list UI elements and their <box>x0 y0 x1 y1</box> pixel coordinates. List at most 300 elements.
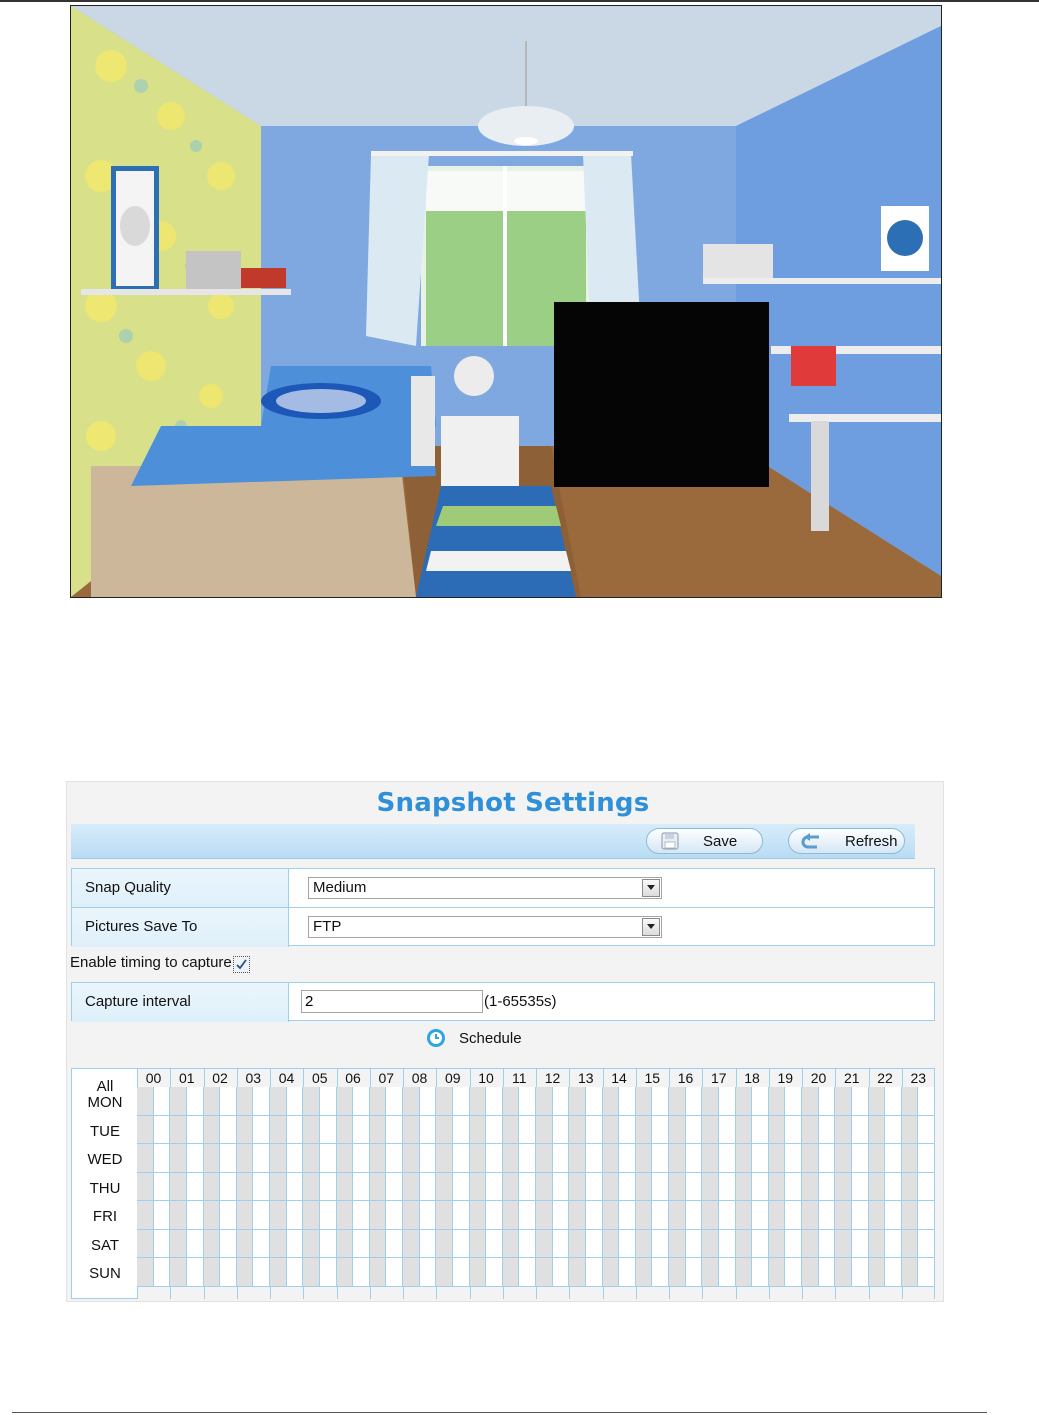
schedule-cell[interactable] <box>436 1258 453 1287</box>
hour-label-17[interactable]: 17 <box>710 1070 727 1086</box>
schedule-cell[interactable] <box>420 1230 437 1259</box>
schedule-cell[interactable] <box>686 1087 703 1116</box>
schedule-cell[interactable] <box>852 1201 869 1230</box>
schedule-cell[interactable] <box>619 1173 636 1202</box>
schedule-cell[interactable] <box>470 1144 487 1173</box>
schedule-cell[interactable] <box>137 1144 154 1173</box>
schedule-cell[interactable] <box>603 1116 620 1145</box>
schedule-cell[interactable] <box>386 1144 403 1173</box>
snap-quality-select[interactable] <box>308 877 662 899</box>
hour-label-09[interactable]: 09 <box>444 1070 461 1086</box>
schedule-cell[interactable] <box>769 1230 786 1259</box>
schedule-cell[interactable] <box>885 1258 902 1287</box>
schedule-cell[interactable] <box>187 1258 204 1287</box>
schedule-cell[interactable] <box>852 1258 869 1287</box>
schedule-cell[interactable] <box>603 1258 620 1287</box>
hour-label-19[interactable]: 19 <box>777 1070 794 1086</box>
schedule-cell[interactable] <box>802 1144 819 1173</box>
schedule-cell[interactable] <box>669 1173 686 1202</box>
schedule-cell[interactable] <box>420 1201 437 1230</box>
schedule-cell[interactable] <box>902 1173 919 1202</box>
schedule-cell[interactable] <box>553 1201 570 1230</box>
day-label-sat[interactable]: SAT <box>90 1236 120 1254</box>
schedule-cell[interactable] <box>220 1230 237 1259</box>
schedule-cell[interactable] <box>154 1087 171 1116</box>
schedule-cell[interactable] <box>253 1201 270 1230</box>
schedule-cell[interactable] <box>686 1116 703 1145</box>
schedule-cell[interactable] <box>885 1201 902 1230</box>
schedule-cell[interactable] <box>619 1116 636 1145</box>
schedule-cell[interactable] <box>420 1116 437 1145</box>
schedule-cell[interactable] <box>320 1258 337 1287</box>
schedule-cell[interactable] <box>154 1144 171 1173</box>
schedule-cell[interactable] <box>785 1230 802 1259</box>
schedule-cell[interactable] <box>586 1258 603 1287</box>
hour-label-20[interactable]: 20 <box>810 1070 827 1086</box>
hour-label-08[interactable]: 08 <box>411 1070 428 1086</box>
schedule-cell[interactable] <box>303 1173 320 1202</box>
schedule-cell[interactable] <box>436 1173 453 1202</box>
schedule-cell[interactable] <box>603 1201 620 1230</box>
schedule-cell[interactable] <box>636 1144 653 1173</box>
schedule-cell[interactable] <box>652 1230 669 1259</box>
schedule-cell[interactable] <box>802 1173 819 1202</box>
schedule-cell[interactable] <box>586 1201 603 1230</box>
schedule-cell[interactable] <box>719 1173 736 1202</box>
schedule-cell[interactable] <box>436 1144 453 1173</box>
schedule-cell[interactable] <box>785 1258 802 1287</box>
schedule-cell[interactable] <box>204 1173 221 1202</box>
schedule-cell[interactable] <box>320 1116 337 1145</box>
schedule-cell[interactable] <box>353 1173 370 1202</box>
schedule-cell[interactable] <box>586 1230 603 1259</box>
schedule-cell[interactable] <box>669 1258 686 1287</box>
capture-interval-input[interactable]: 2 <box>301 990 483 1013</box>
schedule-cell[interactable] <box>370 1258 387 1287</box>
schedule-cell[interactable] <box>337 1144 354 1173</box>
schedule-cell[interactable] <box>270 1258 287 1287</box>
schedule-cell[interactable] <box>519 1173 536 1202</box>
schedule-cell[interactable] <box>320 1087 337 1116</box>
schedule-cell[interactable] <box>137 1116 154 1145</box>
schedule-cell[interactable] <box>453 1087 470 1116</box>
schedule-cell[interactable] <box>586 1144 603 1173</box>
schedule-cell[interactable] <box>702 1173 719 1202</box>
schedule-cell[interactable] <box>869 1258 886 1287</box>
schedule-cell[interactable] <box>137 1258 154 1287</box>
schedule-cell[interactable] <box>536 1087 553 1116</box>
schedule-cell[interactable] <box>287 1258 304 1287</box>
schedule-cell[interactable] <box>553 1144 570 1173</box>
schedule-cell[interactable] <box>137 1087 154 1116</box>
schedule-cell[interactable] <box>337 1173 354 1202</box>
schedule-cell[interactable] <box>337 1116 354 1145</box>
schedule-cell[interactable] <box>270 1116 287 1145</box>
schedule-cell[interactable] <box>486 1116 503 1145</box>
enable-timing-checkbox[interactable] <box>233 956 250 973</box>
schedule-cell[interactable] <box>403 1144 420 1173</box>
schedule-cell[interactable] <box>503 1258 520 1287</box>
schedule-cell[interactable] <box>802 1116 819 1145</box>
schedule-cell[interactable] <box>453 1116 470 1145</box>
schedule-cell[interactable] <box>752 1087 769 1116</box>
schedule-cell[interactable] <box>270 1144 287 1173</box>
schedule-cell[interactable] <box>270 1087 287 1116</box>
schedule-cell[interactable] <box>869 1173 886 1202</box>
schedule-cell[interactable] <box>486 1201 503 1230</box>
schedule-cell[interactable] <box>503 1087 520 1116</box>
schedule-cell[interactable] <box>386 1087 403 1116</box>
schedule-cell[interactable] <box>669 1087 686 1116</box>
schedule-cell[interactable] <box>337 1087 354 1116</box>
schedule-cell[interactable] <box>154 1116 171 1145</box>
schedule-cell[interactable] <box>918 1144 935 1173</box>
hour-label-03[interactable]: 03 <box>245 1070 262 1086</box>
schedule-cell[interactable] <box>170 1087 187 1116</box>
schedule-cell[interactable] <box>287 1087 304 1116</box>
schedule-cell[interactable] <box>137 1173 154 1202</box>
schedule-cell[interactable] <box>669 1201 686 1230</box>
hour-label-07[interactable]: 07 <box>378 1070 395 1086</box>
schedule-cell[interactable] <box>702 1258 719 1287</box>
day-label-mon[interactable]: MON <box>87 1094 123 1111</box>
schedule-cell[interactable] <box>769 1144 786 1173</box>
schedule-cell[interactable] <box>636 1087 653 1116</box>
schedule-cell[interactable] <box>636 1173 653 1202</box>
schedule-cell[interactable] <box>885 1087 902 1116</box>
schedule-cell[interactable] <box>353 1087 370 1116</box>
hour-label-02[interactable]: 02 <box>212 1070 228 1086</box>
schedule-cell[interactable] <box>686 1201 703 1230</box>
schedule-cell[interactable] <box>303 1258 320 1287</box>
schedule-cell[interactable] <box>769 1258 786 1287</box>
hour-label-18[interactable]: 18 <box>744 1070 760 1086</box>
schedule-cell[interactable] <box>436 1201 453 1230</box>
schedule-cell[interactable] <box>686 1230 703 1259</box>
schedule-cell[interactable] <box>819 1258 836 1287</box>
schedule-cell[interactable] <box>470 1201 487 1230</box>
schedule-cell[interactable] <box>569 1230 586 1259</box>
schedule-cell[interactable] <box>569 1258 586 1287</box>
schedule-cell[interactable] <box>270 1230 287 1259</box>
schedule-cell[interactable] <box>436 1116 453 1145</box>
schedule-cell[interactable] <box>769 1087 786 1116</box>
schedule-cell[interactable] <box>170 1230 187 1259</box>
schedule-cell[interactable] <box>918 1116 935 1145</box>
schedule-cell[interactable] <box>253 1144 270 1173</box>
schedule-cell[interactable] <box>902 1258 919 1287</box>
schedule-cell[interactable] <box>686 1173 703 1202</box>
schedule-cell[interactable] <box>902 1201 919 1230</box>
schedule-cell[interactable] <box>719 1144 736 1173</box>
schedule-cell[interactable] <box>486 1173 503 1202</box>
schedule-cell[interactable] <box>553 1116 570 1145</box>
schedule-cell[interactable] <box>785 1201 802 1230</box>
schedule-cell[interactable] <box>719 1230 736 1259</box>
schedule-cell[interactable] <box>337 1201 354 1230</box>
schedule-cell[interactable] <box>702 1201 719 1230</box>
schedule-cell[interactable] <box>519 1230 536 1259</box>
schedule-cell[interactable] <box>470 1173 487 1202</box>
schedule-cell[interactable] <box>420 1144 437 1173</box>
schedule-cell[interactable] <box>752 1201 769 1230</box>
schedule-cell[interactable] <box>436 1230 453 1259</box>
schedule-cell[interactable] <box>902 1116 919 1145</box>
schedule-cell[interactable] <box>204 1144 221 1173</box>
schedule-cell[interactable] <box>752 1116 769 1145</box>
schedule-cell[interactable] <box>536 1258 553 1287</box>
schedule-cell[interactable] <box>652 1173 669 1202</box>
schedule-cell[interactable] <box>785 1173 802 1202</box>
hour-label-12[interactable]: 12 <box>544 1070 561 1086</box>
schedule-cell[interactable] <box>503 1116 520 1145</box>
schedule-cell[interactable] <box>603 1230 620 1259</box>
schedule-cell[interactable] <box>154 1201 171 1230</box>
schedule-cell[interactable] <box>170 1258 187 1287</box>
schedule-cell[interactable] <box>503 1173 520 1202</box>
day-label-sun[interactable]: SUN <box>89 1265 121 1282</box>
day-label-fri[interactable]: FRI <box>92 1208 118 1225</box>
schedule-cell[interactable] <box>237 1173 254 1202</box>
schedule-cell[interactable] <box>835 1087 852 1116</box>
schedule-cell[interactable] <box>353 1116 370 1145</box>
schedule-cell[interactable] <box>902 1087 919 1116</box>
schedule-cell[interactable] <box>287 1230 304 1259</box>
schedule-cell[interactable] <box>237 1201 254 1230</box>
schedule-cell[interactable] <box>586 1087 603 1116</box>
schedule-cell[interactable] <box>885 1173 902 1202</box>
schedule-cell[interactable] <box>835 1173 852 1202</box>
schedule-cell[interactable] <box>303 1230 320 1259</box>
refresh-button[interactable] <box>788 828 905 854</box>
schedule-cell[interactable] <box>569 1116 586 1145</box>
schedule-cell[interactable] <box>669 1230 686 1259</box>
schedule-cell[interactable] <box>403 1201 420 1230</box>
schedule-cell[interactable] <box>769 1173 786 1202</box>
schedule-cell[interactable] <box>519 1087 536 1116</box>
schedule-cell[interactable] <box>603 1173 620 1202</box>
schedule-cell[interactable] <box>553 1258 570 1287</box>
schedule-cell[interactable] <box>852 1116 869 1145</box>
schedule-cell[interactable] <box>320 1173 337 1202</box>
schedule-cell[interactable] <box>453 1144 470 1173</box>
schedule-cell[interactable] <box>220 1144 237 1173</box>
schedule-cell[interactable] <box>403 1173 420 1202</box>
schedule-cell[interactable] <box>785 1144 802 1173</box>
schedule-cell[interactable] <box>736 1173 753 1202</box>
hour-label-10[interactable]: 10 <box>478 1070 494 1086</box>
schedule-cell[interactable] <box>386 1201 403 1230</box>
schedule-cell[interactable] <box>386 1173 403 1202</box>
schedule-cell[interactable] <box>902 1144 919 1173</box>
schedule-cell[interactable] <box>736 1144 753 1173</box>
schedule-cell[interactable] <box>453 1230 470 1259</box>
schedule-cell[interactable] <box>852 1087 869 1116</box>
schedule-cell[interactable] <box>287 1116 304 1145</box>
schedule-cell[interactable] <box>320 1230 337 1259</box>
schedule-cell[interactable] <box>170 1116 187 1145</box>
schedule-cell[interactable] <box>835 1144 852 1173</box>
schedule-cell[interactable] <box>586 1116 603 1145</box>
hour-label-22[interactable]: 22 <box>877 1070 893 1086</box>
schedule-cell[interactable] <box>852 1173 869 1202</box>
schedule-cell[interactable] <box>553 1230 570 1259</box>
schedule-cell[interactable] <box>154 1173 171 1202</box>
schedule-cell[interactable] <box>370 1173 387 1202</box>
schedule-cell[interactable] <box>220 1087 237 1116</box>
hour-label-13[interactable]: 13 <box>577 1070 594 1086</box>
schedule-cell[interactable] <box>918 1230 935 1259</box>
chevron-down-icon[interactable] <box>642 879 660 897</box>
schedule-cell[interactable] <box>253 1173 270 1202</box>
schedule-cell[interactable] <box>237 1144 254 1173</box>
schedule-cell[interactable] <box>702 1087 719 1116</box>
schedule-cell[interactable] <box>835 1116 852 1145</box>
schedule-cell[interactable] <box>170 1173 187 1202</box>
hour-label-04[interactable]: 04 <box>278 1070 295 1086</box>
schedule-cell[interactable] <box>253 1230 270 1259</box>
schedule-cell[interactable] <box>719 1116 736 1145</box>
schedule-cell[interactable] <box>253 1258 270 1287</box>
hour-label-21[interactable]: 21 <box>843 1070 860 1086</box>
hour-label-06[interactable]: 06 <box>345 1070 361 1086</box>
hour-label-15[interactable]: 15 <box>644 1070 661 1086</box>
schedule-cell[interactable] <box>702 1116 719 1145</box>
schedule-cell[interactable] <box>386 1230 403 1259</box>
schedule-cell[interactable] <box>453 1173 470 1202</box>
schedule-cell[interactable] <box>536 1201 553 1230</box>
schedule-cell[interactable] <box>819 1201 836 1230</box>
schedule-cell[interactable] <box>204 1258 221 1287</box>
schedule-cell[interactable] <box>785 1087 802 1116</box>
schedule-cell[interactable] <box>918 1087 935 1116</box>
schedule-cell[interactable] <box>586 1173 603 1202</box>
schedule-cell[interactable] <box>470 1116 487 1145</box>
schedule-cell[interactable] <box>303 1201 320 1230</box>
hour-label-11[interactable]: 11 <box>511 1070 527 1086</box>
schedule-cell[interactable] <box>436 1087 453 1116</box>
schedule-cell[interactable] <box>420 1087 437 1116</box>
schedule-cell[interactable] <box>852 1230 869 1259</box>
schedule-cell[interactable] <box>420 1173 437 1202</box>
schedule-cell[interactable] <box>719 1258 736 1287</box>
schedule-cell[interactable] <box>470 1230 487 1259</box>
schedule-cell[interactable] <box>453 1201 470 1230</box>
schedule-cell[interactable] <box>303 1087 320 1116</box>
schedule-cell[interactable] <box>370 1087 387 1116</box>
schedule-cell[interactable] <box>702 1144 719 1173</box>
schedule-cell[interactable] <box>918 1201 935 1230</box>
hour-label-14[interactable]: 14 <box>611 1070 627 1086</box>
schedule-cell[interactable] <box>603 1144 620 1173</box>
schedule-cell[interactable] <box>519 1201 536 1230</box>
schedule-cell[interactable] <box>752 1144 769 1173</box>
schedule-cell[interactable] <box>569 1087 586 1116</box>
hour-label-05[interactable]: 05 <box>311 1070 328 1086</box>
schedule-cell[interactable] <box>536 1116 553 1145</box>
chevron-down-icon[interactable] <box>642 918 660 936</box>
schedule-cell[interactable] <box>918 1258 935 1287</box>
schedule-cell[interactable] <box>287 1144 304 1173</box>
schedule-cell[interactable] <box>204 1116 221 1145</box>
schedule-cell[interactable] <box>353 1144 370 1173</box>
schedule-cell[interactable] <box>553 1173 570 1202</box>
schedule-cell[interactable] <box>885 1144 902 1173</box>
schedule-cell[interactable] <box>702 1230 719 1259</box>
schedule-cell[interactable] <box>819 1087 836 1116</box>
schedule-cell[interactable] <box>154 1258 171 1287</box>
hour-label-00[interactable]: 00 <box>145 1070 162 1086</box>
schedule-cell[interactable] <box>187 1144 204 1173</box>
schedule-cell[interactable] <box>885 1116 902 1145</box>
schedule-cell[interactable] <box>835 1201 852 1230</box>
schedule-cell[interactable] <box>652 1087 669 1116</box>
save-button[interactable] <box>646 828 763 854</box>
schedule-cell[interactable] <box>370 1116 387 1145</box>
schedule-cell[interactable] <box>353 1258 370 1287</box>
schedule-cell[interactable] <box>619 1201 636 1230</box>
schedule-cell[interactable] <box>869 1201 886 1230</box>
schedule-cell[interactable] <box>802 1230 819 1259</box>
schedule-cell[interactable] <box>719 1201 736 1230</box>
schedule-cell[interactable] <box>337 1230 354 1259</box>
schedule-cell[interactable] <box>220 1173 237 1202</box>
schedule-cell[interactable] <box>752 1258 769 1287</box>
schedule-cell[interactable] <box>869 1087 886 1116</box>
day-label-wed[interactable]: WED <box>87 1151 123 1168</box>
schedule-cell[interactable] <box>270 1173 287 1202</box>
select-all-days[interactable]: All <box>96 1078 114 1095</box>
schedule-cell[interactable] <box>652 1258 669 1287</box>
schedule-cell[interactable] <box>303 1116 320 1145</box>
schedule-cell[interactable] <box>470 1087 487 1116</box>
schedule-cell[interactable] <box>403 1116 420 1145</box>
schedule-cell[interactable] <box>237 1230 254 1259</box>
schedule-cell[interactable] <box>519 1144 536 1173</box>
schedule-cell[interactable] <box>669 1116 686 1145</box>
schedule-cell[interactable] <box>519 1116 536 1145</box>
day-label-tue[interactable]: TUE <box>90 1122 120 1140</box>
schedule-cell[interactable] <box>553 1087 570 1116</box>
schedule-cell[interactable] <box>869 1116 886 1145</box>
schedule-cell[interactable] <box>137 1201 154 1230</box>
schedule-cell[interactable] <box>603 1087 620 1116</box>
schedule-cell[interactable] <box>170 1144 187 1173</box>
schedule-cell[interactable] <box>752 1230 769 1259</box>
schedule-cell[interactable] <box>386 1116 403 1145</box>
schedule-cell[interactable] <box>652 1116 669 1145</box>
schedule-cell[interactable] <box>204 1230 221 1259</box>
schedule-cell[interactable] <box>253 1087 270 1116</box>
schedule-cell[interactable] <box>619 1144 636 1173</box>
schedule-cell[interactable] <box>503 1230 520 1259</box>
schedule-cell[interactable] <box>719 1087 736 1116</box>
schedule-cell[interactable] <box>287 1201 304 1230</box>
schedule-cell[interactable] <box>287 1173 304 1202</box>
schedule-cell[interactable] <box>420 1258 437 1287</box>
schedule-cell[interactable] <box>769 1201 786 1230</box>
schedule-cell[interactable] <box>220 1116 237 1145</box>
schedule-cell[interactable] <box>536 1144 553 1173</box>
hour-label-23[interactable]: 23 <box>910 1070 927 1086</box>
schedule-cell[interactable] <box>370 1201 387 1230</box>
hour-label-16[interactable]: 16 <box>677 1070 694 1086</box>
schedule-cell[interactable] <box>370 1144 387 1173</box>
schedule-cell[interactable] <box>619 1258 636 1287</box>
schedule-cell[interactable] <box>636 1258 653 1287</box>
schedule-cell[interactable] <box>204 1087 221 1116</box>
schedule-cell[interactable] <box>819 1116 836 1145</box>
